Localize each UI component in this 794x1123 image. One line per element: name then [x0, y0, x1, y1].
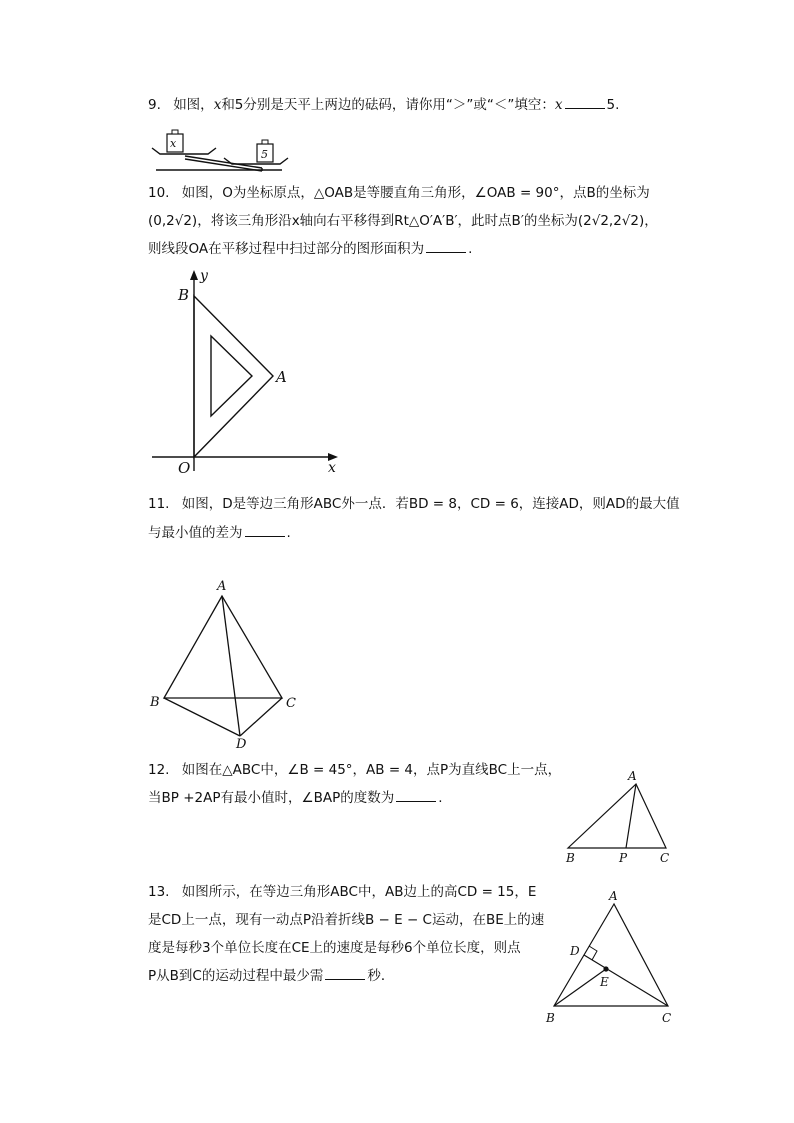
q10-answer-blank[interactable]	[426, 240, 466, 253]
q13-text-line4: P从B到C的运动过程中最少需	[148, 968, 324, 984]
q9-number: 9.	[148, 97, 161, 113]
q13-text-line2: 是CD上一点，现有一动点P沿着折线B − E − C运动，在BE上的速	[148, 912, 545, 928]
q10-text-line3: 则线段OA在平移过程中扫过部分的图形面积为	[148, 241, 425, 257]
q11-label-D: D	[236, 737, 247, 752]
q12-label-A: A	[628, 769, 637, 783]
q10-label-y: y	[200, 268, 208, 284]
q13-text-line1: 如图所示，在等边三角形ABC中，AB边上的高CD = 15，E	[181, 884, 537, 900]
q11-label-C: C	[286, 696, 296, 711]
q11-line1	[148, 495, 680, 513]
q13-label-E: E	[600, 975, 609, 989]
q13-line3	[148, 939, 521, 957]
q9-answer-blank[interactable]	[565, 96, 605, 109]
q11-line2	[148, 524, 291, 542]
q10-label-O: O	[178, 459, 191, 476]
q9-text-b: 和5分别是天平上两边的砝码，请你用“＞”或“＜”填空：	[221, 97, 555, 113]
q13-number: 13.	[148, 884, 170, 900]
q13-label-A: A	[609, 889, 618, 903]
q11-text-line2: 与最小值的差为	[148, 525, 243, 541]
q12-triangle-figure	[560, 766, 680, 866]
q13-triangle-figure	[540, 888, 680, 1028]
q12-line2	[148, 789, 443, 807]
q10-line2	[148, 212, 658, 230]
q9-right-weight-label: 5	[261, 148, 268, 161]
q12-label-C: C	[660, 851, 670, 865]
q9-balance-figure	[150, 126, 296, 172]
q9-var-x2: x	[554, 97, 563, 113]
q10-line3	[148, 240, 472, 258]
q13-label-B: B	[546, 1011, 555, 1025]
q12-label-B: B	[566, 851, 575, 865]
q13-label-D: D	[570, 944, 580, 958]
q10-text-line1: 如图，O为坐标原点，△OAB是等腰直角三角形，∠OAB = 90°，点B的坐标为	[181, 185, 650, 201]
q13-text-line3: 度是每秒3个单位长度在CE上的速度是每秒6个单位长度，则点	[148, 940, 521, 956]
q9-text-c: 5.	[606, 97, 620, 113]
q10-label-B: B	[178, 286, 190, 304]
q10-coordinate-figure	[148, 266, 348, 476]
q13-line1	[148, 883, 536, 901]
q12-text-line2: 当BP +2AP有最小值时，∠BAP的度数为	[148, 790, 395, 806]
q13-unit-seconds: 秒．	[367, 968, 395, 984]
q12-label-P: P	[619, 851, 628, 865]
q10-label-A: A	[276, 368, 287, 386]
q13-answer-blank[interactable]	[325, 967, 365, 980]
q13-label-C: C	[662, 1011, 672, 1025]
q11-answer-blank[interactable]	[245, 524, 285, 537]
q11-text-line1: 如图，D是等边三角形ABC外一点．若BD = 8，CD = 6，连接AD，则AD的最大值	[181, 496, 680, 512]
q11-triangle-figure	[146, 576, 306, 752]
q10-text-line2: (0,2√2)，将该三角形沿x轴向右平移得到Rt△O′A′B′，此时点B′的坐标为(2√2,2√2)，	[148, 213, 658, 229]
q10-line1	[148, 184, 650, 202]
q12-number: 12.	[148, 762, 170, 778]
q11-label-B: B	[150, 695, 160, 710]
q13-line2	[148, 911, 544, 929]
q11-number: 11.	[148, 496, 170, 512]
q13-line4	[148, 967, 394, 985]
q12-text-line1: 如图在△ABC中，∠B = 45°，AB = 4，点P为直线BC上一点，	[181, 762, 562, 778]
q9-var-x: x	[213, 97, 222, 113]
q9-line1	[148, 96, 619, 114]
q9-text-a: 如图，	[173, 97, 214, 113]
q9-left-weight-label: x	[170, 137, 177, 150]
q11-label-A: A	[217, 579, 227, 594]
q10-label-x: x	[328, 460, 336, 476]
q10-period: .	[468, 241, 473, 257]
q12-answer-blank[interactable]	[396, 789, 436, 802]
q12-line1	[148, 761, 561, 779]
q12-period: .	[438, 790, 443, 806]
q10-number: 10.	[148, 185, 170, 201]
q11-period: .	[286, 525, 291, 541]
